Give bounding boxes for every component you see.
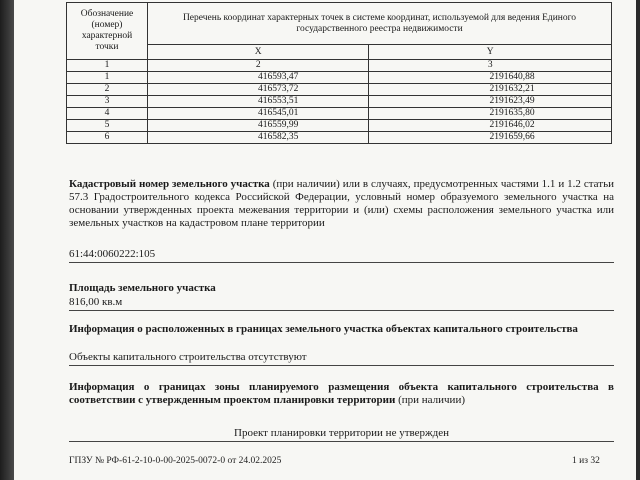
coordinates-table — [66, 2, 612, 144]
cadastral-number: 61:44:0060222:105 — [69, 248, 614, 263]
x-value: 416573,72 — [148, 84, 369, 96]
column-number: 2 — [148, 60, 369, 72]
table-row — [67, 72, 612, 84]
document-id: ГПЗУ № РФ-61-2-10-0-00-2025-0072-0 от 24.02.2025 — [69, 456, 282, 466]
column-number: 3 — [369, 60, 612, 72]
table-row — [67, 132, 612, 144]
y-value: 2191659,66 — [369, 132, 612, 144]
point-number: 1 — [67, 72, 148, 84]
point-number: 6 — [67, 132, 148, 144]
cadastral-heading: Кадастровый номер земельного участка — [69, 178, 270, 190]
planning-zone-value: Проект планировки территории не утвержден — [69, 427, 614, 442]
page-number: 1 из 32 — [572, 456, 600, 466]
x-header: X — [148, 45, 369, 60]
table-row — [67, 96, 612, 108]
point-number: 2 — [67, 84, 148, 96]
y-value: 2191632,21 — [369, 84, 612, 96]
table-row — [67, 120, 612, 132]
planning-zone-heading: Информация о границах зоны планируемого размещения объекта капитального строительства в соответствии с утвержденным проектом планировки территории (при наличии) — [69, 381, 614, 406]
point-number-header: Обозначение (номер) характерной точки — [67, 3, 148, 60]
point-number: 4 — [67, 108, 148, 120]
column-number: 1 — [67, 60, 148, 72]
table-row — [67, 108, 612, 120]
x-value: 416582,35 — [148, 132, 369, 144]
point-number: 5 — [67, 120, 148, 132]
column-number-row — [67, 60, 612, 72]
point-number: 3 — [67, 96, 148, 108]
cadastral-section — [69, 178, 614, 230]
coordinates-header: Перечень координат характерных точек в системе координат, используемой для ведения Единого государственного реестра недвижимости — [148, 3, 612, 45]
area-heading: Площадь земельного участка — [69, 282, 216, 294]
capital-objects-value: Объекты капитального строительства отсутствуют — [69, 351, 614, 366]
area-value: 816,00 кв.м — [69, 296, 614, 311]
x-value: 416545,01 — [148, 108, 369, 120]
x-value: 416553,51 — [148, 96, 369, 108]
document-page — [14, 0, 636, 480]
y-value: 2191635,80 — [369, 108, 612, 120]
y-value: 2191646,02 — [369, 120, 612, 132]
y-value: 2191623,49 — [369, 96, 612, 108]
y-header: Y — [369, 45, 612, 60]
cadastral-heading-rest: (при наличии) или в случаях, предусмотренных частями 1.1 и 1.2 статьи 57.3 Градостроительного кодекса Российской Федерации, условный номер образуемого земельного участка на основании утвержденных проекта межевания территории и (или) схемы расположения земельного участка или земельных участков на кадастровом плане территории — [69, 178, 614, 229]
x-value: 416559,99 — [148, 120, 369, 132]
page-edge-shadow — [0, 0, 14, 480]
table-row — [67, 84, 612, 96]
capital-objects-heading: Информация о расположенных в границах земельного участка объектах капитального строительства — [69, 323, 578, 335]
x-value: 416593,47 — [148, 72, 369, 84]
y-value: 2191640,88 — [369, 72, 612, 84]
